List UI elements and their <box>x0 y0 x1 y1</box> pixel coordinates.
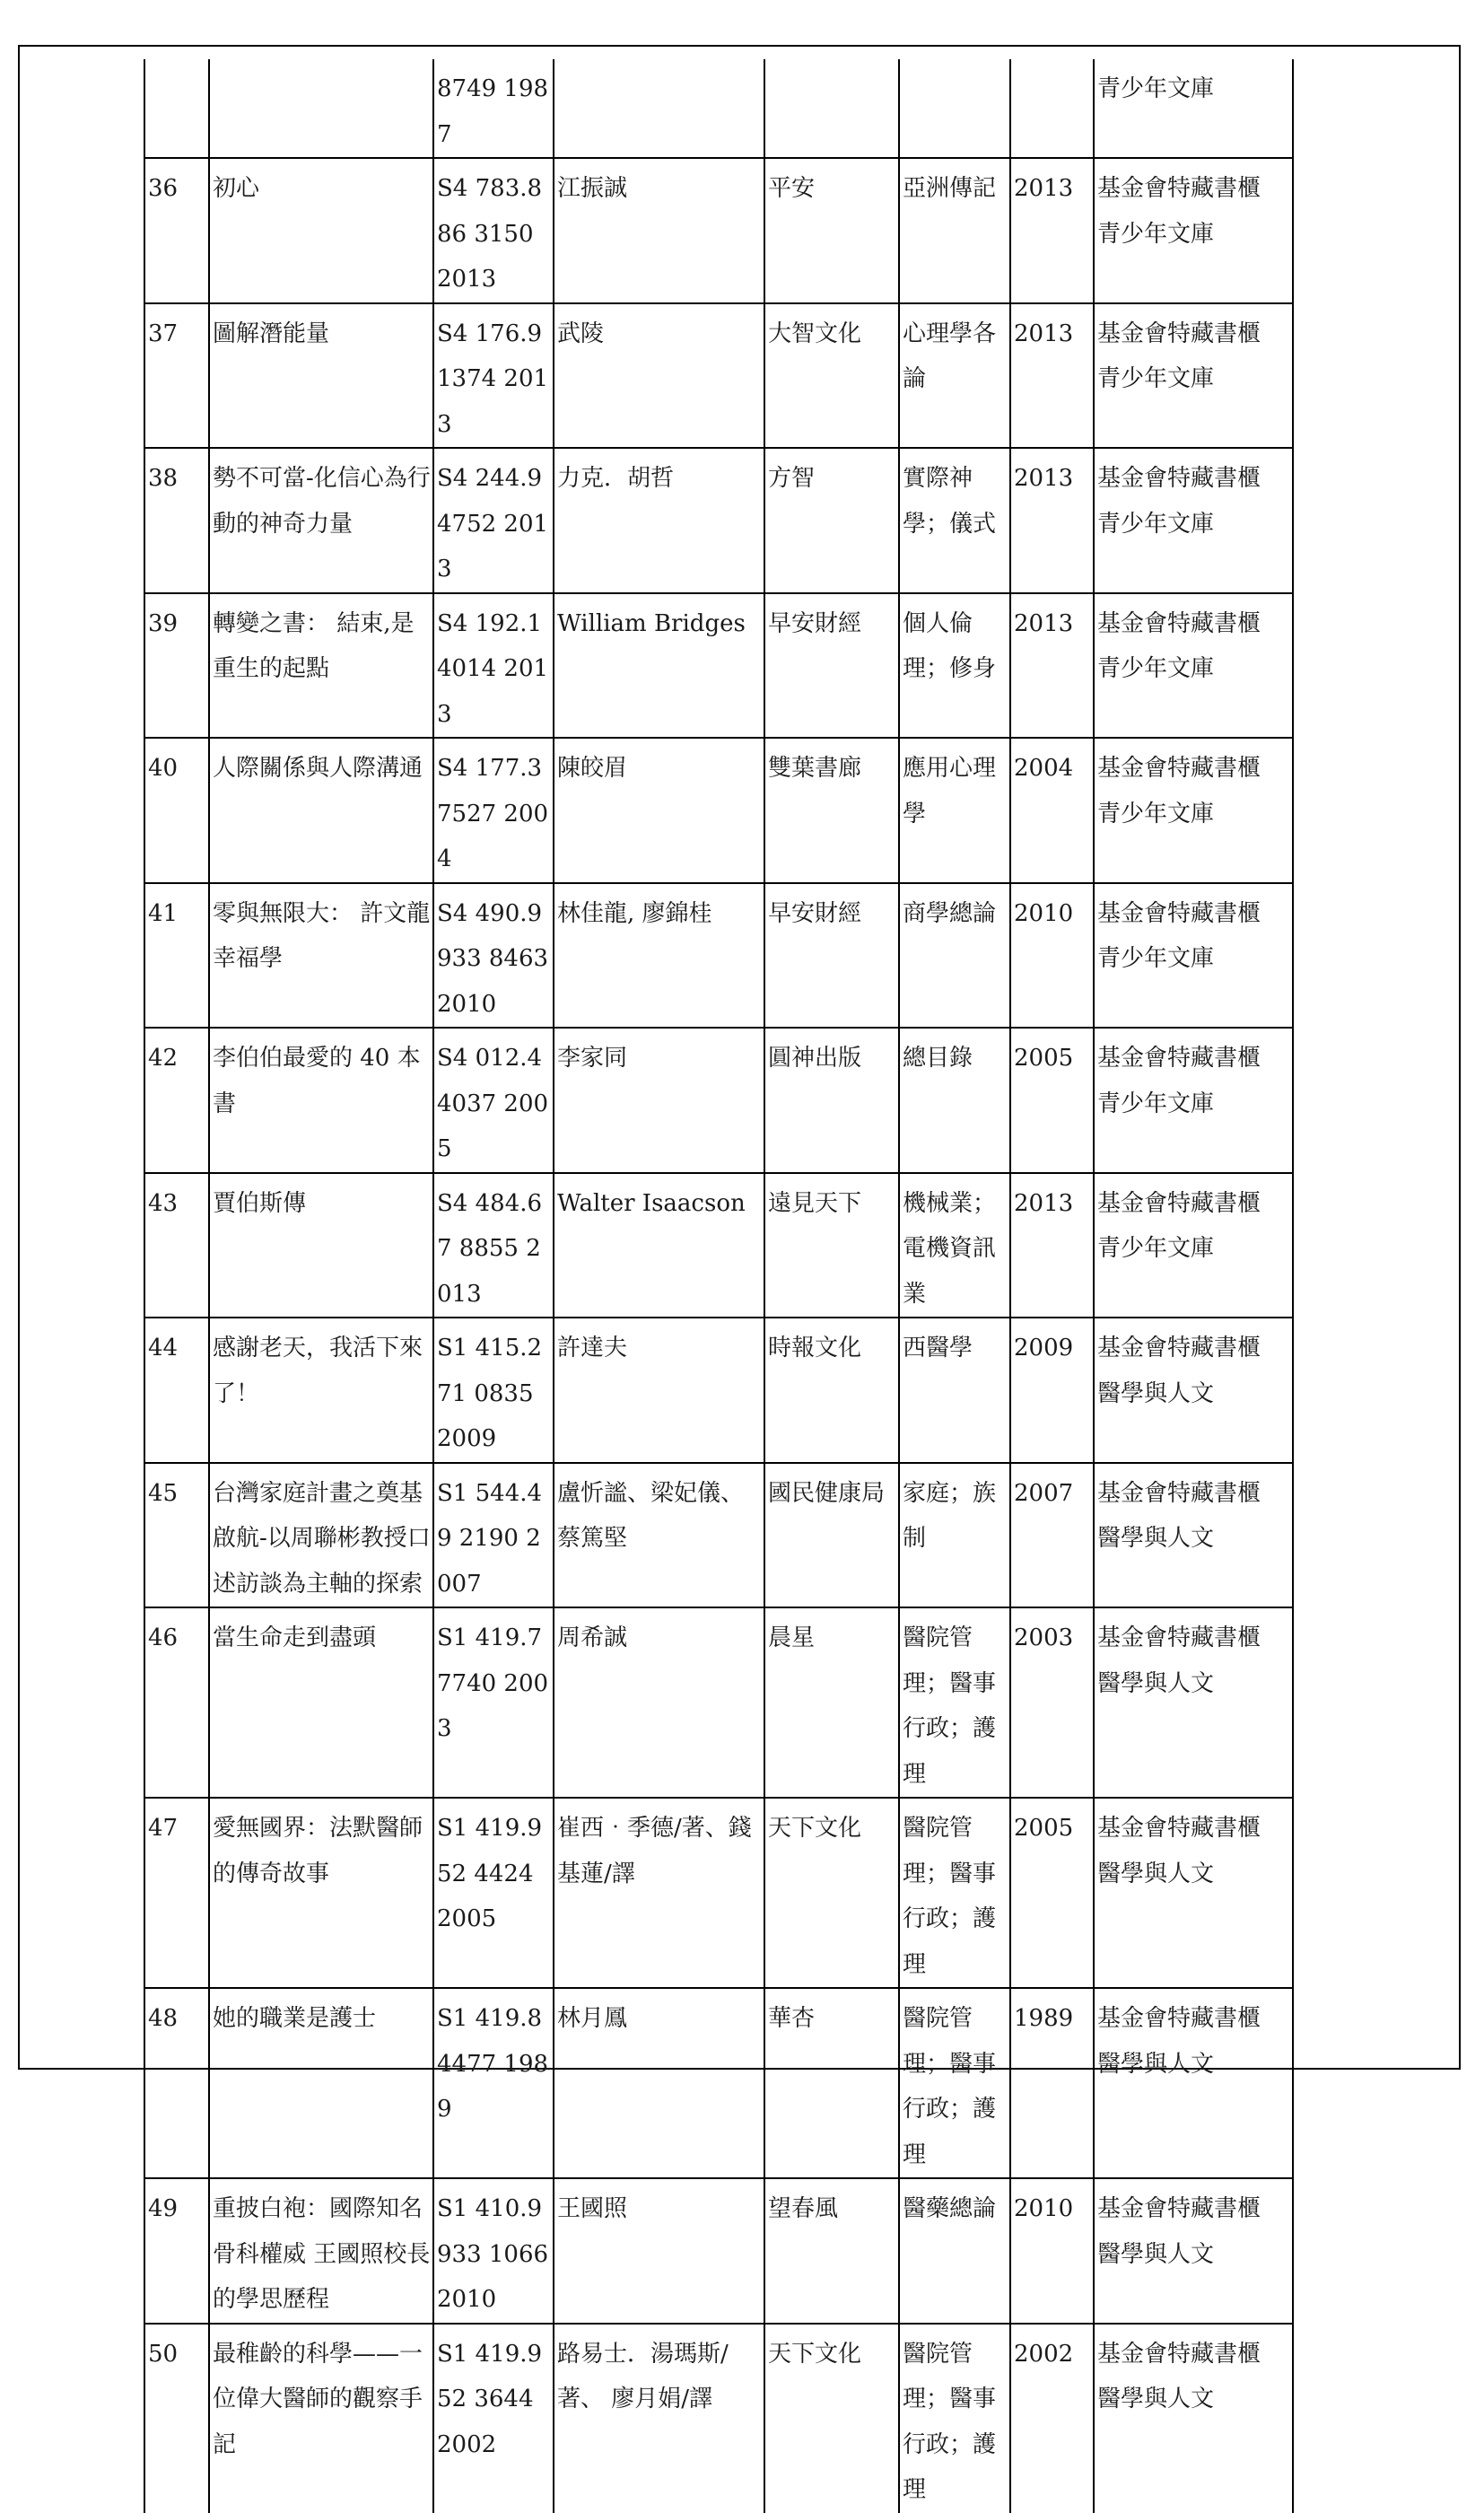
cell-publisher <box>764 59 899 158</box>
cell-author: 許達夫 <box>554 1318 764 1463</box>
cell-location: 基金會特藏書櫃 醫學與人文 <box>1094 1607 1293 1798</box>
cell-author: 路易士．湯瑪斯/著、 廖月娟/譯 <box>554 2324 764 2513</box>
cell-author: 武陵 <box>554 303 764 449</box>
cell-publisher: 華杏 <box>764 1988 899 2178</box>
cell-author: 江振誠 <box>554 158 764 303</box>
cell-call-number: S4 176.9 1374 2013 <box>433 303 554 449</box>
cell-subject: 醫院管理；醫事行政；護理 <box>899 1607 1010 1798</box>
cell-subject: 機械業；電機資訊業 <box>899 1173 1010 1318</box>
cell-number: 37 <box>144 303 209 449</box>
cell-call-number: S1 415.271 0835 2009 <box>433 1318 554 1463</box>
table-row <box>144 59 1293 158</box>
cell-call-number: 8749 1987 <box>433 59 554 158</box>
cell-subject: 總目錄 <box>899 1028 1010 1173</box>
cell-title: 圖解潛能量 <box>209 303 433 449</box>
cell-year: 2003 <box>1010 1607 1094 1798</box>
cell-title: 零與無限大： 許文龍幸福學 <box>209 883 433 1029</box>
cell-call-number: S1 419.8 4477 1989 <box>433 1988 554 2178</box>
cell-location: 青少年文庫 <box>1094 59 1293 158</box>
cell-location: 基金會特藏書櫃 醫學與人文 <box>1094 2324 1293 2513</box>
cell-number: 36 <box>144 158 209 303</box>
cell-publisher: 天下文化 <box>764 2324 899 2513</box>
cell-number: 43 <box>144 1173 209 1318</box>
cell-year: 2002 <box>1010 2324 1094 2513</box>
cell-call-number: S4 244.9 4752 2013 <box>433 448 554 593</box>
cell-location: 基金會特藏書櫃 青少年文庫 <box>1094 303 1293 449</box>
cell-number: 48 <box>144 1988 209 2178</box>
cell-year: 2004 <box>1010 738 1094 883</box>
cell-publisher: 遠見天下 <box>764 1173 899 1318</box>
cell-year: 2009 <box>1010 1318 1094 1463</box>
cell-number: 40 <box>144 738 209 883</box>
table-row <box>144 1463 1293 1608</box>
cell-call-number: S4 177.3 7527 2004 <box>433 738 554 883</box>
cell-number <box>144 59 209 158</box>
cell-author: 李家同 <box>554 1028 764 1173</box>
cell-title <box>209 59 433 158</box>
cell-location: 基金會特藏書櫃 青少年文庫 <box>1094 738 1293 883</box>
cell-publisher: 大智文化 <box>764 303 899 449</box>
cell-author: Walter Isaacson <box>554 1173 764 1318</box>
cell-title: 台灣家庭計畫之奠基啟航-以周聯彬教授口述訪談為主軸的探索 <box>209 1463 433 1608</box>
cell-location: 基金會特藏書櫃 青少年文庫 <box>1094 1173 1293 1318</box>
cell-subject: 家庭；族制 <box>899 1463 1010 1608</box>
table-row <box>144 883 1293 1029</box>
cell-year: 1989 <box>1010 1988 1094 2178</box>
cell-publisher: 早安財經 <box>764 593 899 739</box>
cell-title: 轉變之書： 結束,是重生的起點 <box>209 593 433 739</box>
cell-location: 基金會特藏書櫃 醫學與人文 <box>1094 1318 1293 1463</box>
cell-year: 2013 <box>1010 1173 1094 1318</box>
cell-number: 49 <box>144 2178 209 2324</box>
cell-call-number: S1 419.952 4424 2005 <box>433 1798 554 1988</box>
cell-author: 陳皎眉 <box>554 738 764 883</box>
cell-publisher: 晨星 <box>764 1607 899 1798</box>
cell-year: 2007 <box>1010 1463 1094 1608</box>
cell-year: 2013 <box>1010 303 1094 449</box>
cell-location: 基金會特藏書櫃 青少年文庫 <box>1094 1028 1293 1173</box>
cell-author <box>554 59 764 158</box>
cell-year: 2005 <box>1010 1028 1094 1173</box>
book-list-table <box>144 59 1294 2513</box>
cell-number: 45 <box>144 1463 209 1608</box>
table-row <box>144 1173 1293 1318</box>
table-row <box>144 1607 1293 1798</box>
cell-author: 王國照 <box>554 2178 764 2324</box>
cell-call-number: S1 419.952 3644 2002 <box>433 2324 554 2513</box>
cell-subject: 實際神學；儀式 <box>899 448 1010 593</box>
cell-title: 賈伯斯傳 <box>209 1173 433 1318</box>
cell-number: 42 <box>144 1028 209 1173</box>
cell-publisher: 望春風 <box>764 2178 899 2324</box>
cell-number: 46 <box>144 1607 209 1798</box>
cell-call-number: S4 490.9933 8463 2010 <box>433 883 554 1029</box>
cell-publisher: 平安 <box>764 158 899 303</box>
cell-location: 基金會特藏書櫃 醫學與人文 <box>1094 1463 1293 1608</box>
cell-year: 2013 <box>1010 158 1094 303</box>
cell-title: 勢不可當-化信心為行動的神奇力量 <box>209 448 433 593</box>
table-row <box>144 1798 1293 1988</box>
table-row <box>144 448 1293 593</box>
cell-title: 人際關係與人際溝通 <box>209 738 433 883</box>
cell-subject: 醫院管理；醫事行政；護理 <box>899 1988 1010 2178</box>
cell-year: 2013 <box>1010 448 1094 593</box>
cell-author: 盧忻謐、梁妃儀、蔡篤堅 <box>554 1463 764 1608</box>
cell-call-number: S1 544.49 2190 2007 <box>433 1463 554 1608</box>
cell-call-number: S1 419.7 7740 2003 <box>433 1607 554 1798</box>
cell-location: 基金會特藏書櫃 醫學與人文 <box>1094 1798 1293 1988</box>
table-row <box>144 1988 1293 2178</box>
cell-title: 初心 <box>209 158 433 303</box>
cell-location: 基金會特藏書櫃 醫學與人文 <box>1094 1988 1293 2178</box>
cell-author: 林佳龍, 廖錦桂 <box>554 883 764 1029</box>
cell-year: 2005 <box>1010 1798 1094 1988</box>
table-row <box>144 1028 1293 1173</box>
cell-year: 2010 <box>1010 2178 1094 2324</box>
cell-location: 基金會特藏書櫃 青少年文庫 <box>1094 593 1293 739</box>
cell-title: 重披白袍：國際知名骨科權威 王國照校長的學思歷程 <box>209 2178 433 2324</box>
cell-subject: 應用心理學 <box>899 738 1010 883</box>
cell-number: 50 <box>144 2324 209 2513</box>
cell-title: 李伯伯最愛的 40 本書 <box>209 1028 433 1173</box>
cell-title: 她的職業是護士 <box>209 1988 433 2178</box>
cell-subject: 醫藥總論 <box>899 2178 1010 2324</box>
table-row <box>144 593 1293 739</box>
cell-call-number: S1 410.9933 1066 2010 <box>433 2178 554 2324</box>
cell-number: 47 <box>144 1798 209 1988</box>
cell-subject: 西醫學 <box>899 1318 1010 1463</box>
cell-author: 力克．胡哲 <box>554 448 764 593</box>
table-row <box>144 158 1293 303</box>
cell-publisher: 國民健康局 <box>764 1463 899 1608</box>
cell-year: 2010 <box>1010 883 1094 1029</box>
cell-subject: 醫院管理；醫事行政；護理 <box>899 2324 1010 2513</box>
cell-title: 最稚齡的科學——一位偉大醫師的觀察手記 <box>209 2324 433 2513</box>
cell-author: 林月鳳 <box>554 1988 764 2178</box>
cell-author: 周希誠 <box>554 1607 764 1798</box>
cell-year: 2013 <box>1010 593 1094 739</box>
cell-location: 基金會特藏書櫃 醫學與人文 <box>1094 2178 1293 2324</box>
cell-subject: 商學總論 <box>899 883 1010 1029</box>
cell-publisher: 時報文化 <box>764 1318 899 1463</box>
cell-publisher: 早安財經 <box>764 883 899 1029</box>
table-row <box>144 1318 1293 1463</box>
table-row <box>144 738 1293 883</box>
cell-publisher: 方智 <box>764 448 899 593</box>
cell-call-number: S4 484.67 8855 2013 <box>433 1173 554 1318</box>
cell-subject: 個人倫理；修身 <box>899 593 1010 739</box>
cell-call-number: S4 012.4 4037 2005 <box>433 1028 554 1173</box>
cell-subject <box>899 59 1010 158</box>
cell-call-number: S4 192.1 4014 2013 <box>433 593 554 739</box>
cell-location: 基金會特藏書櫃 青少年文庫 <box>1094 448 1293 593</box>
table-body <box>144 59 1293 2513</box>
cell-call-number: S4 783.886 3150 2013 <box>433 158 554 303</box>
cell-number: 39 <box>144 593 209 739</box>
cell-location: 基金會特藏書櫃 青少年文庫 <box>1094 158 1293 303</box>
cell-author: William Bridges <box>554 593 764 739</box>
cell-subject: 心理學各論 <box>899 303 1010 449</box>
cell-title: 感謝老天，我活下來了！ <box>209 1318 433 1463</box>
cell-author: 崔西‧季德/著、錢基蓮/譯 <box>554 1798 764 1988</box>
table-row <box>144 303 1293 449</box>
cell-subject: 醫院管理；醫事行政；護理 <box>899 1798 1010 1988</box>
cell-title: 愛無國界：法默醫師的傳奇故事 <box>209 1798 433 1988</box>
cell-number: 41 <box>144 883 209 1029</box>
cell-number: 44 <box>144 1318 209 1463</box>
cell-subject: 亞洲傳記 <box>899 158 1010 303</box>
cell-year <box>1010 59 1094 158</box>
cell-number: 38 <box>144 448 209 593</box>
table-row <box>144 2324 1293 2513</box>
cell-publisher: 圓神出版 <box>764 1028 899 1173</box>
table-row <box>144 2178 1293 2324</box>
cell-location: 基金會特藏書櫃 青少年文庫 <box>1094 883 1293 1029</box>
cell-publisher: 天下文化 <box>764 1798 899 1988</box>
cell-title: 當生命走到盡頭 <box>209 1607 433 1798</box>
cell-publisher: 雙葉書廊 <box>764 738 899 883</box>
